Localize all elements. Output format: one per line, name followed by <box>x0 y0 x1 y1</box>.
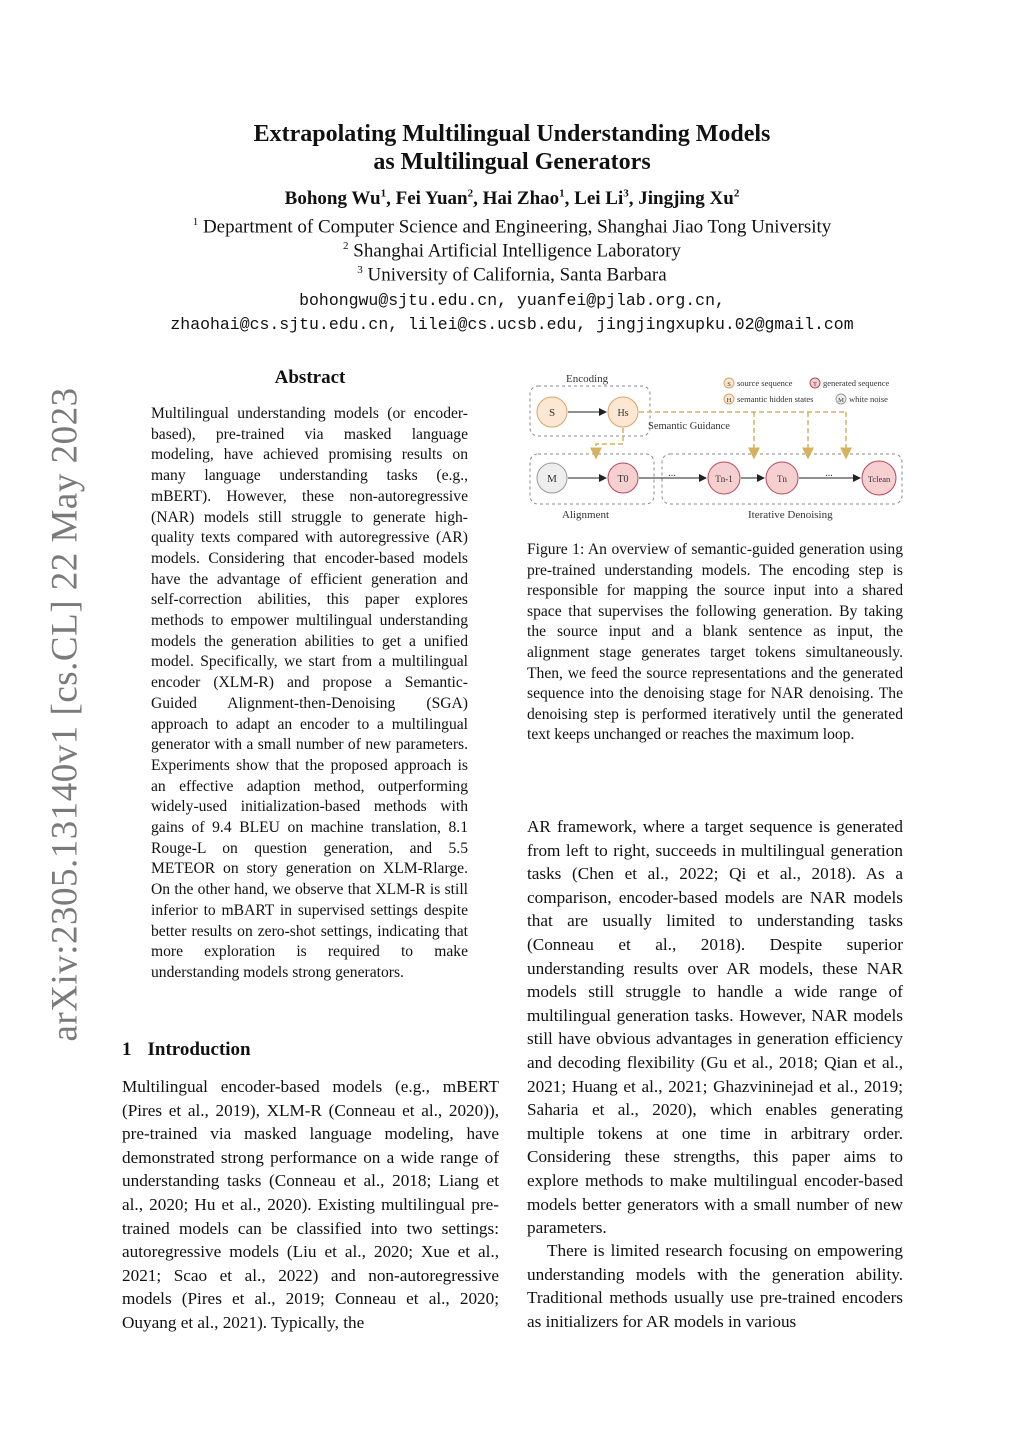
legend-hidden: semantic hidden states <box>737 394 814 404</box>
intro-paragraph-1: Multilingual encoder-based models (e.g., mBERT (Pires et al., 2019), XLM-R (Conneau et al., 2020)), pre-trained via masked language modeling, have demonstrated strong performance on a wide range of understanding tasks (Conneau et al., 2018; Liang et al., 2020; Hu et al., 2020). Existing multilingual pre-trained models can be classified into two settings: autoregressive models (Liu et al., 2020; Xue et al., 2021; Scao et al., 2022) and non-autoregressive models (Pires et al., 2019; Conneau et al., 2020; Ouyang et al., 2021). Typically, the <box>122 1077 499 1332</box>
affiliation-3: $^3$ University of California, Santa Barbara <box>357 264 667 286</box>
svg-text:Hs: Hs <box>617 408 629 419</box>
svg-text:...: ... <box>668 468 676 479</box>
svg-text:T: T <box>813 381 817 388</box>
legend-generated: generated sequence <box>823 378 890 388</box>
svg-text:S: S <box>548 407 556 419</box>
emails-line-2: zhaohai@cs.sjtu.edu.cn, lilei@cs.ucsb.edu, jingjingxupku.02@gmail.com <box>170 315 854 334</box>
author-list: Bohong Wu$^1$, Fei Yuan$^2$, Hai Zhao$^1$, Lei Li$^3$, Jingjing Xu$^2$ <box>284 188 740 210</box>
legend-source: source sequence <box>737 378 793 388</box>
alignment-label: Alignment <box>562 509 610 521</box>
svg-text:Tn-1: Tn-1 <box>715 474 733 484</box>
svg-text:...: ... <box>825 468 833 479</box>
right-column-paragraph-2: There is limited research focusing on empowering understanding models with the generation ability. Traditional methods usually use pre-trained encoders as initializers for AR models in various <box>527 1241 903 1331</box>
guidance-label: Semantic Guidance <box>648 421 730 432</box>
abstract-heading: Abstract <box>274 367 346 388</box>
title-line-2: as Multilingual Generators <box>373 149 651 175</box>
abstract-text: Multilingual understanding models (or encoder-based), pre-trained via masked language modeling, have achieved promising results on many language understanding tasks (e.g., mBERT). However, these non-autoregressive (NAR) models still struggle to generate high-quality texts compared with autoregressive (AR) models. Considering that encoder-based models have the advantage of efficient generation and self-correction abilities, this paper explores methods to empower multilingual understanding models the generation abilities to get a unified model. Specifically, we start from a multilingual encoder (XLM-R) and propose a Semantic-Guided Alignment-then-Denoising (SGA) approach to adapt an encoder to a multilingual generator with a small number of new parameters. Experiments show that the proposed approach is an effective adaption method, outperforming widely-used initialization-based methods with gains of 9.4 BLEU on machine translation, 8.1 Rouge-L on question generation, and 5.5 METEOR on story generation on XLM-Rlarge. On the other hand, we observe that XLM-R is still inferior to mBART in supervised settings despite better results on zero-shot settings, indicating that more exploration is required to make understanding models strong generators. <box>151 405 468 981</box>
denoising-label: Iterative Denoising <box>748 509 833 521</box>
author: Lei Li$^3$ <box>574 188 629 210</box>
encoding-label: Encoding <box>566 373 609 385</box>
title-line-1: Extrapolating Multilingual Understanding Models <box>253 121 771 147</box>
svg-text:S: S <box>727 381 731 388</box>
affiliation-1: $^1$ Department of Computer Science and Engineering, Shanghai Jiao Tong University <box>192 216 832 238</box>
section-number: 1 <box>122 1039 132 1060</box>
paper-title <box>0 120 1024 176</box>
section-title: Introduction <box>147 1039 251 1060</box>
right-column-paragraph-1: AR framework, where a target sequence is generated from left to right, succeeds in multilingual generation tasks (Chen et al., 2022; Qi et al., 2018). As a comparison, encoder-based models are NAR models that are usually limited to understanding tasks (Conneau et al., 2018). Despite superior understanding results over AR models, these NAR models still struggle to handle a wide range of multilingual generation tasks. However, NAR models still have obvious advantages in generation efficiency and decoding flexibility (Gu et al., 2018; Qian et al., 2021; Huang et al., 2021; Ghazvininejad et al., 2019; Saharia et al., 2020), which enables generating multiple tokens at one time in arbitrary order. Considering these strengths, this paper aims to explore methods to make multilingual encoder-based models better generators with a small number of new parameters. <box>527 817 903 1238</box>
svg-text:T0: T0 <box>617 474 629 485</box>
svg-text:Tclean: Tclean <box>867 474 891 484</box>
author: Bohong Wu$^1$ <box>284 188 387 210</box>
author: Fei Yuan$^2$ <box>395 188 474 210</box>
author: Jingjing Xu$^2$ <box>638 188 740 210</box>
legend-noise: white noise <box>849 394 888 404</box>
svg-text:Tn: Tn <box>777 474 787 484</box>
author: Hai Zhao$^1$ <box>482 188 565 210</box>
section-heading-introduction <box>122 1039 267 1061</box>
arxiv-sidebar-id: arXiv:2305.13140v1 [cs.CL] 22 May 2023 <box>44 387 86 1042</box>
svg-text:M: M <box>838 397 844 404</box>
affiliation-2: $^2$ Shanghai Artificial Intelligence Laboratory <box>343 240 681 262</box>
figure-1-diagram <box>526 366 906 526</box>
figure-1-caption: Figure 1: An overview of semantic-guided generation using pre-trained understanding models. The encoding step is responsible for mapping the source input into a shared space that supervises the following generation. By taking the source input and a blank sentence as input, the alignment stage generates target tokens simultaneously. Then, we feed the source representations and the generated sequence into the denoising stage for NAR denoising. The denoising step is performed iteratively until the generated text keeps unchanged or reaches the maximum loop. <box>527 541 903 744</box>
emails-line-1: bohongwu@sjtu.edu.cn, yuanfei@pjlab.org.cn, <box>299 291 725 310</box>
svg-text:M: M <box>547 473 557 485</box>
svg-text:H: H <box>726 397 732 404</box>
